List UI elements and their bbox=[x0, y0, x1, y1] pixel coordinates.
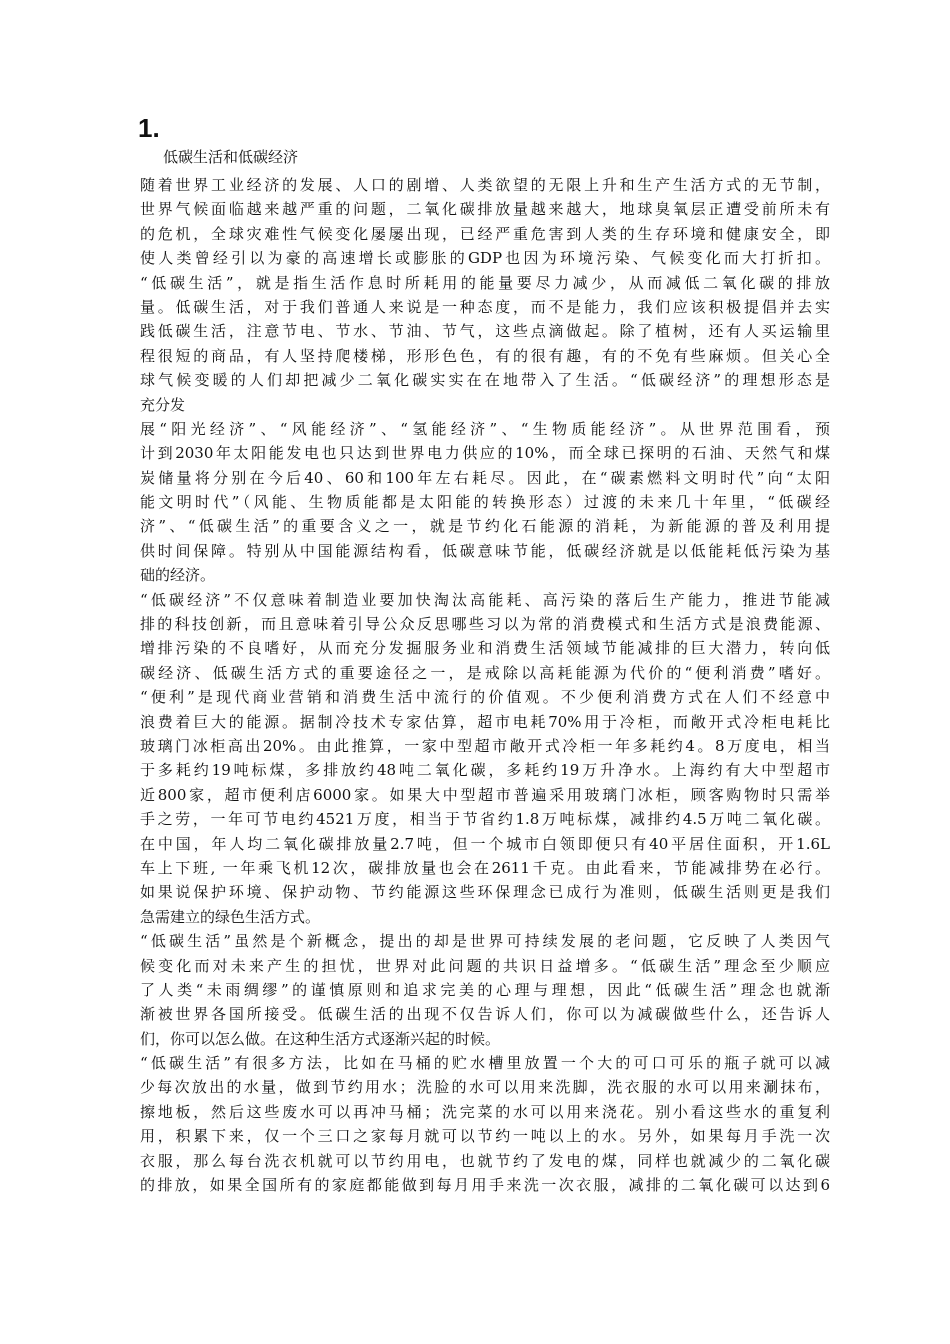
text-line: 供时间保障。特别从中国能源结构看，低碳意味节能，低碳经济就是以低能耗低污染为基 bbox=[140, 541, 830, 560]
section-number: 1. bbox=[138, 113, 160, 143]
text-line: 们，你可以怎么做。在这种生活方式逐渐兴起的时候。 bbox=[140, 1029, 501, 1048]
text-line: 础的经济。 bbox=[140, 566, 216, 585]
text-line: “低碳生活”有很多方法，比如在马桶的贮水槽里放置一个大的可口可乐的瓶子就可以减 bbox=[140, 1054, 830, 1073]
text-line: “便利”是现代商业营销和消费生活中流行的价值观。不少便利消费方式在人们不经意中 bbox=[140, 688, 830, 707]
text-line: 量。低碳生活，对于我们普通人来说是一种态度，而不是能力，我们应该积极提倡并去实 bbox=[140, 297, 830, 316]
text-line: 炭储量将分别在今后40、60和100年左右耗尽。因此，在“碳素燃料文明时代”向“太阳 bbox=[140, 468, 830, 487]
text-line: 排的科技创新，而且意味着引导公众反思哪些习以为常的消费模式和生活方式是浪费能源、 bbox=[140, 615, 830, 634]
text-line: 使人类曾经引以为豪的高速增长或膨胀的GDP也因为环境污染、气候变化而大打折扣。 bbox=[140, 249, 830, 268]
text-line: “低碳生活”，就是指生活作息时所耗用的能量要尽力减少，从而减低二氧化碳的排放 bbox=[140, 273, 830, 292]
text-line: 浪费着巨大的能源。据制冷技术专家估算，超市电耗70%用于冷柜，而敞开式冷柜电耗比 bbox=[140, 712, 831, 731]
text-line: 充分发 bbox=[140, 395, 186, 414]
text-line: 的危机，全球灾难性气候变化屡屡出现，已经严重危害到人类的生存环境和健康安全，即 bbox=[140, 224, 830, 243]
text-line: “低碳生活”虽然是个新概念，提出的却是世界可持续发展的老问题，它反映了人类因气 bbox=[140, 932, 830, 951]
text-line: 于多耗约19吨标煤，多排放约48吨二氧化碳，多耗约19万升净水。上海约有大中型超市 bbox=[140, 761, 830, 780]
text-line: “低碳经济”不仅意味着制造业要加快淘汰高能耗、高污染的落后生产能力，推进节能减 bbox=[140, 590, 830, 609]
text-line: 世界气候面临越来越严重的问题，二氧化碳排放量越来越大，地球臭氧层正遭受前所未有 bbox=[140, 200, 830, 219]
text-line: 急需建立的绿色生活方式。 bbox=[140, 907, 321, 926]
text-line: 少每次放出的水量，做到节约用水；洗脸的水可以用来洗脚，洗衣服的水可以用来涮抹布， bbox=[140, 1078, 830, 1097]
text-line: 近800家，超市便利店6000家。如果大中型超市普遍采用玻璃门冰柜，顾客购物时只需举 bbox=[140, 785, 830, 804]
text-line: 展“阳光经济”、“风能经济”、“氢能经济”、“生物质能经济”。从世界范围看，预 bbox=[140, 419, 830, 438]
text-line: 在中国，年人均二氧化碳排放量2.7吨，但一个城市白领即便只有40平居住面积，开1.6L bbox=[140, 834, 830, 853]
text-line: 球气候变暖的人们却把减少二氧化碳实实在在地带入了生活。“低碳经济”的理想形态是 bbox=[140, 371, 830, 390]
text-line: 的排放，如果全国所有的家庭都能做到每月用手来洗一次衣服，减排的二氧化碳可以达到6 bbox=[140, 1176, 830, 1195]
text-line: 候变化而对未来产生的担忧，世界对此问题的共识日益增多。“低碳生活”理念至少顺应 bbox=[140, 956, 830, 975]
text-line: 了人类“未雨绸缪”的谨慎原则和追求完美的心理与理想，因此“低碳生活”理念也就渐 bbox=[140, 980, 830, 999]
text-line: 随着世界工业经济的发展、人口的剧增、人类欲望的无限上升和生产生活方式的无节制， bbox=[140, 176, 830, 194]
text-line: 玻璃门冰柜高出20%。由此推算，一家中型超市敞开式冷柜一年多耗约4。8万度电，相当 bbox=[140, 736, 830, 755]
text-line: 车上下班, 一年乘飞机12次，碳排放量也会在2611千克。由此看来，节能减排势在必行。 bbox=[140, 858, 830, 877]
text-line: 践低碳生活，注意节电、节水、节油、节气，这些点滴做起。除了植树，还有人买运输里 bbox=[140, 322, 830, 341]
text-line: 计到2030年太阳能发电也只达到世界电力供应的10%，而全球已探明的石油、天然气和煤 bbox=[140, 444, 830, 463]
body-text bbox=[140, 173, 830, 1197]
text-line: 程很短的商品，有人坚持爬楼梯，形形色色，有的很有趣，有的不免有些麻烦。但关心全 bbox=[140, 346, 830, 365]
text-line: 能文明时代”（风能、生物质能都是太阳能的转换形态）过渡的未来几十年里，“低碳经 bbox=[140, 493, 830, 512]
section-title: 低碳生活和低碳经济 bbox=[163, 148, 299, 166]
text-line: 衣服，那么每台洗衣机就可以节约用电，也就节约了发电的煤，同样也就减少的二氧化碳 bbox=[140, 1151, 830, 1170]
text-line: 渐被世界各国所接受。低碳生活的出现不仅告诉人们，你可以为减碳做些什么，还告诉人 bbox=[140, 1005, 830, 1024]
text-line: 手之劳，一年可节电约4521万度，相当于节省约1.8万吨标煤，减排约4.5万吨二氧化碳。 bbox=[140, 810, 830, 829]
text-line: 用，积累下来，仅一个三口之家每月就可以节约一吨以上的水。另外，如果每月手洗一次 bbox=[140, 1127, 830, 1146]
text-line: 济”、“低碳生活”的重要含义之一，就是节约化石能源的消耗，为新能源的普及利用提 bbox=[140, 517, 830, 536]
text-line: 增排污染的不良嗜好，从而充分发掘服务业和消费生活领域节能减排的巨大潜力，转向低 bbox=[140, 639, 830, 658]
text-line: 擦地板，然后这些废水可以再冲马桶；洗完菜的水可以用来浇花。别小看这些水的重复利 bbox=[140, 1102, 830, 1121]
text-line: 碳经济、低碳生活方式的重要途径之一，是戒除以高耗能源为代价的“便利消费”嗜好。 bbox=[140, 663, 830, 682]
text-line: 如果说保护环境、保护动物、节约能源这些环保理念已成行为准则，低碳生活则更是我们 bbox=[140, 883, 830, 902]
